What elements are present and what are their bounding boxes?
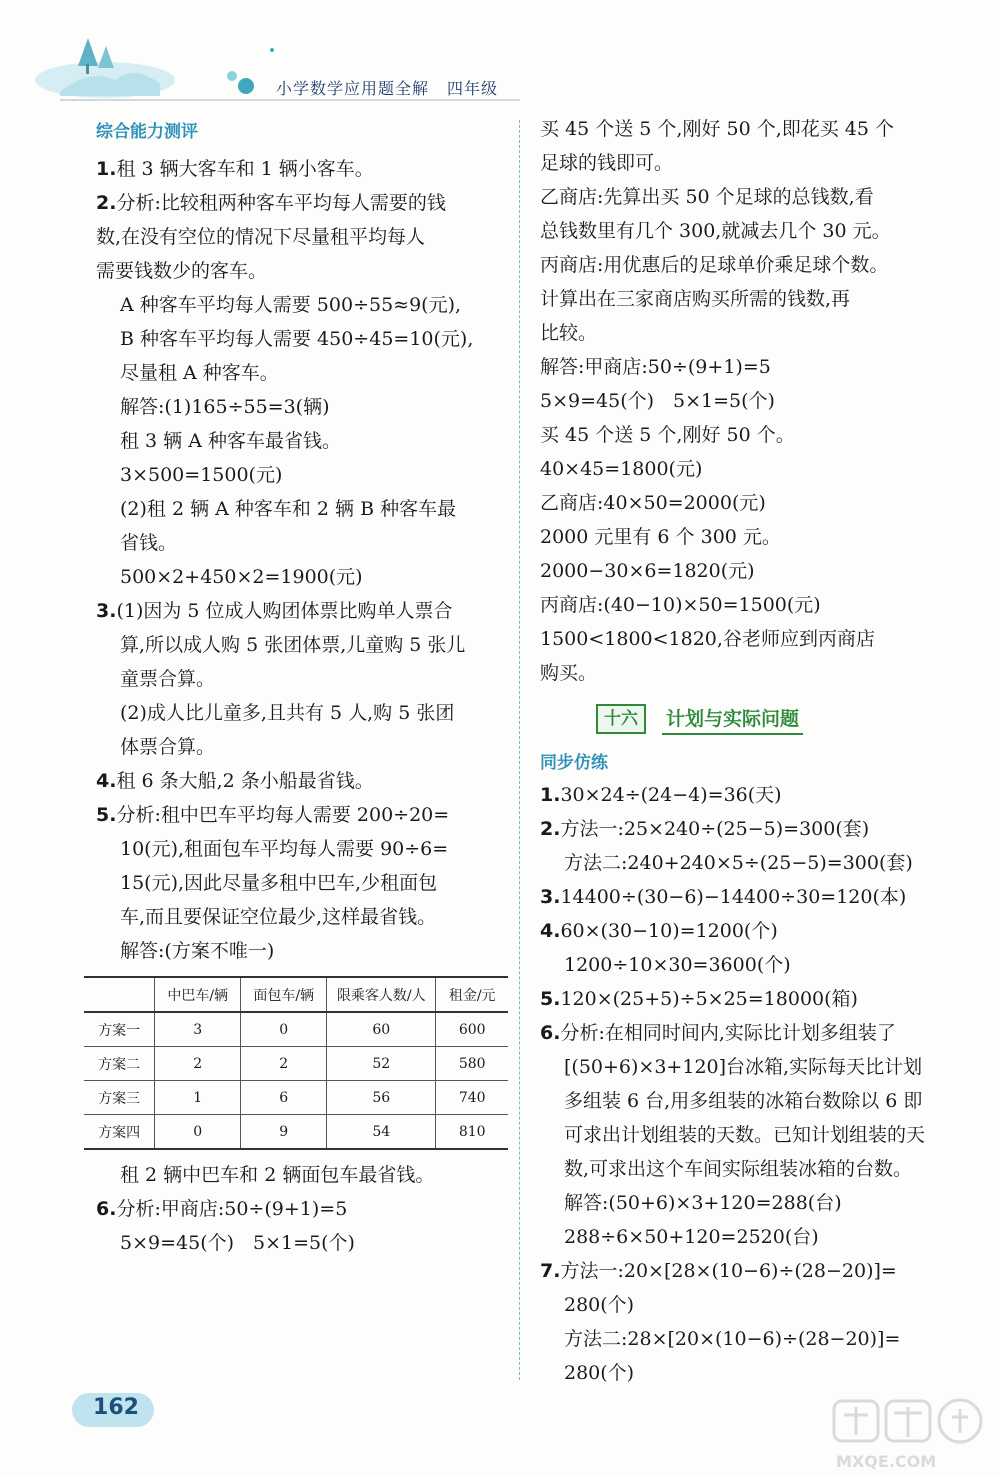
- table-header-cell: 租金/元: [436, 977, 508, 1012]
- table-cell: 2: [241, 1047, 327, 1081]
- table-cell: 60: [327, 1012, 436, 1047]
- text-line: [96, 152, 508, 186]
- text-line: [(50+6)×3+120]台冰箱,实际每天比计划: [564, 1056, 923, 1078]
- text-line: (2)成人比儿童多,且共有 5 人,购 5 张团: [120, 702, 455, 724]
- text-line: 丙商店:用优惠后的足球单价乘足球个数。: [540, 254, 889, 276]
- table-header-cell: 面包车/辆: [241, 977, 327, 1012]
- grade-label: 四年级: [447, 79, 499, 98]
- chapter-number: 十六: [596, 704, 646, 734]
- question-number: 6.: [540, 1022, 561, 1044]
- table-cell: 6: [241, 1081, 327, 1115]
- table-cell: 方案三: [84, 1081, 155, 1115]
- text-line: [540, 1254, 960, 1288]
- text-line: 租 2 辆中巴车和 2 辆面包车最省钱。: [120, 1164, 435, 1186]
- table-cell: 方案二: [84, 1047, 155, 1081]
- table-row: [84, 1047, 508, 1081]
- text-line: [540, 982, 960, 1016]
- table-cell: 580: [436, 1047, 508, 1081]
- text-line: [540, 778, 960, 812]
- question-text: 分析:在相同时间内,实际比计划多组装了: [560, 1022, 896, 1044]
- text-line: [540, 812, 960, 846]
- table-row: [84, 1115, 508, 1150]
- question-text: 120×(25+5)÷5×25=18000(箱): [560, 988, 858, 1010]
- table-cell: 0: [155, 1115, 241, 1150]
- chapter-title: 计划与实际问题: [662, 704, 803, 735]
- text-line: 体票合算。: [120, 736, 216, 758]
- question-text: 方法一:20×[28×(10−6)÷(28−20)]=: [560, 1260, 897, 1282]
- table-body: [84, 1012, 508, 1149]
- text-line: 总钱数里有几个 300,就减去几个 30 元。: [540, 220, 891, 242]
- left-after-lines: [96, 1158, 508, 1260]
- question-number: 1.: [540, 784, 561, 806]
- chapter-heading: [596, 696, 960, 742]
- question-number: 4.: [96, 770, 117, 792]
- text-line: 1500<1800<1820,谷老师应到丙商店: [540, 628, 875, 650]
- text-line: 500×2+450×2=1900(元): [120, 566, 363, 588]
- question-number: 5.: [96, 804, 117, 826]
- text-line: [96, 594, 508, 628]
- table-cell: 9: [241, 1115, 327, 1150]
- text-line: [96, 186, 508, 220]
- text-line: 买 45 个送 5 个,刚好 50 个,即花买 45 个: [540, 118, 895, 140]
- text-line: [540, 914, 960, 948]
- question-text: 分析:甲商店:50÷(9+1)=5: [116, 1198, 348, 1220]
- question-text: 分析:租中巴车平均每人需要 200÷20=: [116, 804, 450, 826]
- text-line: 解答:(1)165÷55=3(辆): [120, 396, 330, 418]
- plan-table: [84, 976, 508, 1150]
- text-line: 童票合算。: [120, 668, 216, 690]
- table-cell: 3: [155, 1012, 241, 1047]
- text-line: 方法二:240+240×5÷(25−5)=300(套): [564, 852, 913, 874]
- text-line: 省钱。: [120, 532, 178, 554]
- text-line: 280(个): [564, 1294, 635, 1316]
- question-number: 3.: [96, 600, 117, 622]
- text-line: 2000 元里有 6 个 300 元。: [540, 526, 781, 548]
- table-cell: 0: [241, 1012, 327, 1047]
- text-line: 丙商店:(40−10)×50=1500(元): [540, 594, 821, 616]
- text-line: [96, 764, 508, 798]
- text-line: [96, 1192, 508, 1226]
- table-header-row: [84, 977, 508, 1012]
- left-column: [96, 112, 508, 1260]
- question-text: 租 6 条大船,2 条小船最省钱。: [116, 770, 374, 792]
- table-row: [84, 1081, 508, 1115]
- table-cell: 1: [155, 1081, 241, 1115]
- text-line: 尽量租 A 种客车。: [120, 362, 279, 384]
- question-text: 方法一:25×240÷(25−5)=300(套): [560, 818, 870, 840]
- question-number: 6.: [96, 1198, 117, 1220]
- text-line: 280(个): [564, 1362, 635, 1384]
- page-header: [0, 0, 1000, 110]
- text-line: 288÷6×50+120=2520(台): [564, 1226, 819, 1248]
- section-title: 综合能力测评: [96, 122, 198, 142]
- text-line: B 种客车平均每人需要 450÷45=10(元),: [120, 328, 474, 350]
- text-line: 租 3 辆 A 种客车最省钱。: [120, 430, 341, 452]
- question-text: 30×24÷(24−4)=36(天): [560, 784, 782, 806]
- right-bottom-lines: [540, 778, 960, 1390]
- table-cell: 2: [155, 1047, 241, 1081]
- column-divider: [519, 120, 520, 1380]
- table-cell: 56: [327, 1081, 436, 1115]
- text-line: 3×500=1500(元): [120, 464, 283, 486]
- table-cell: 54: [327, 1115, 436, 1150]
- text-line: 计算出在三家商店购买所需的钱数,再: [540, 288, 851, 310]
- text-line: 15(元),因此尽量多租中巴车,少租面包: [120, 872, 438, 894]
- text-line: 算,所以成人购 5 张团体票,儿童购 5 张儿: [120, 634, 466, 656]
- table-cell: 600: [436, 1012, 508, 1047]
- text-line: 数,在没有空位的情况下尽量租平均每人: [96, 226, 426, 248]
- section-title-sync: 同步仿练: [540, 753, 608, 773]
- table-header-cell: [84, 977, 155, 1012]
- text-line: 比较。: [540, 322, 598, 344]
- table-cell: 810: [436, 1115, 508, 1150]
- question-number: 4.: [540, 920, 561, 942]
- watermark-url: MXQE.COM: [836, 1452, 937, 1471]
- table-header-cell: 限乘客人数/人: [327, 977, 436, 1012]
- text-line: 2000−30×6=1820(元): [540, 560, 755, 582]
- text-line: 数,可求出这个车间实际组装冰箱的台数。: [564, 1158, 913, 1180]
- text-line: 足球的钱即可。: [540, 152, 674, 174]
- text-line: 乙商店:40×50=2000(元): [540, 492, 766, 514]
- table-row: [84, 1012, 508, 1047]
- table-cell: 方案一: [84, 1012, 155, 1047]
- right-top-lines: [540, 112, 960, 690]
- watermark-logo-icon: [828, 1395, 998, 1475]
- text-line: 解答:(50+6)×3+120=288(台): [564, 1192, 842, 1214]
- text-line: 购买。: [540, 662, 598, 684]
- table-cell: 52: [327, 1047, 436, 1081]
- text-line: 解答:甲商店:50÷(9+1)=5: [540, 356, 771, 378]
- question-number: 2.: [540, 818, 561, 840]
- question-number: 3.: [540, 886, 561, 908]
- question-text: 租 3 辆大客车和 1 辆小客车。: [116, 158, 374, 180]
- text-line: [540, 880, 960, 914]
- text-line: 40×45=1800(元): [540, 458, 703, 480]
- question-number: 7.: [540, 1260, 561, 1282]
- text-line: 买 45 个送 5 个,刚好 50 个。: [540, 424, 795, 446]
- question-number: 2.: [96, 192, 117, 214]
- left-lines: [96, 152, 508, 968]
- question-text: 14400÷(30−6)−14400÷30=120(本): [560, 886, 907, 908]
- text-line: 多组装 6 台,用多组装的冰箱台数除以 6 即: [564, 1090, 923, 1112]
- text-line: [96, 798, 508, 832]
- text-line: 可求出计划组装的天数。已知计划组装的天: [564, 1124, 926, 1146]
- text-line: 10(元),租面包车平均每人需要 90÷6=: [120, 838, 449, 860]
- question-text: (1)因为 5 位成人购团体票比购单人票合: [116, 600, 453, 622]
- question-text: 60×(30−10)=1200(个): [560, 920, 778, 942]
- right-column: [540, 112, 960, 1390]
- text-line: 乙商店:先算出买 50 个足球的总钱数,看: [540, 186, 874, 208]
- table-cell: 方案四: [84, 1115, 155, 1150]
- text-line: 方法二:28×[20×(10−6)÷(28−20)]=: [564, 1328, 901, 1350]
- question-number: 5.: [540, 988, 561, 1010]
- page-number: 162: [93, 1395, 139, 1420]
- book-title: [276, 76, 498, 99]
- text-line: 车,而且要保证空位最少,这样最省钱。: [120, 906, 437, 928]
- text-line: [540, 1016, 960, 1050]
- book-title-text: 小学数学应用题全解: [276, 79, 430, 98]
- text-line: 5×9=45(个) 5×1=5(个): [120, 1232, 355, 1254]
- text-line: 5×9=45(个) 5×1=5(个): [540, 390, 775, 412]
- text-line: A 种客车平均每人需要 500÷55≈9(元),: [120, 294, 462, 316]
- text-line: 解答:(方案不唯一): [120, 940, 275, 962]
- question-text: 分析:比较租两种客车平均每人需要的钱: [116, 192, 446, 214]
- table-header-cell: 中巴车/辆: [155, 977, 241, 1012]
- text-line: 1200÷10×30=3600(个): [564, 954, 791, 976]
- table-cell: 740: [436, 1081, 508, 1115]
- text-line: 需要钱数少的客车。: [96, 260, 268, 282]
- question-number: 1.: [96, 158, 117, 180]
- text-line: (2)租 2 辆 A 种客车和 2 辆 B 种客车最: [120, 498, 457, 520]
